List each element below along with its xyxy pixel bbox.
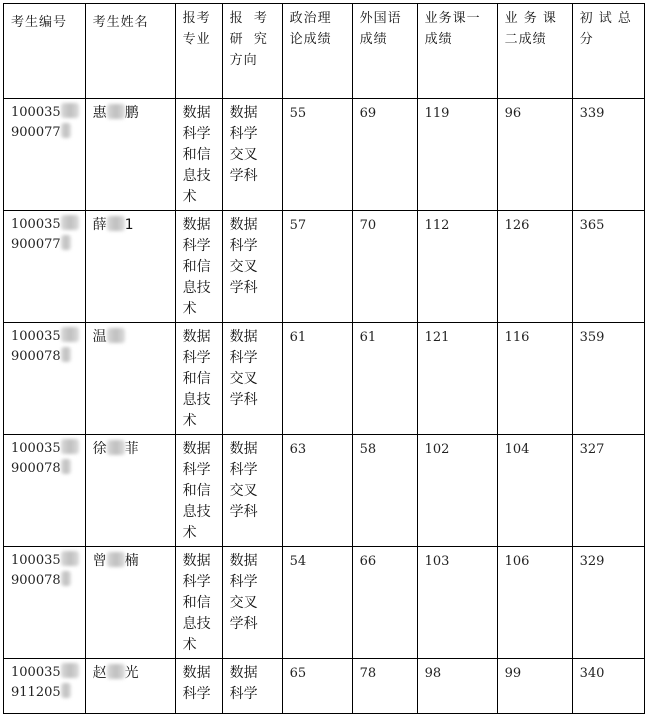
major-line: 和信	[182, 371, 211, 387]
major-line: 科学	[182, 686, 211, 702]
cell-politics	[282, 435, 352, 547]
score-table	[3, 3, 645, 714]
id-line	[11, 235, 79, 255]
redaction-blur	[61, 683, 71, 698]
redaction-blur	[107, 552, 125, 567]
redaction-blur	[61, 123, 71, 138]
table-row	[4, 99, 645, 211]
cell-course1	[417, 211, 497, 323]
major-line: 数据	[182, 665, 211, 681]
id-line	[11, 459, 79, 479]
cell-politics	[282, 211, 352, 323]
score-value: 69	[359, 106, 377, 121]
major-line: 数据	[182, 441, 211, 457]
cell-course2	[497, 435, 572, 547]
direction-line: 数据	[229, 665, 258, 681]
score-value: 365	[579, 218, 605, 233]
cell-course1	[417, 323, 497, 435]
id-prefix: 100035	[11, 105, 61, 120]
header-politics: 政治理 论成绩	[282, 4, 352, 99]
id-line	[11, 439, 79, 459]
id-suffix: 900078	[11, 349, 61, 364]
name-first-char: 徐	[92, 441, 107, 457]
id-line	[11, 103, 79, 123]
score-value: 96	[504, 106, 522, 121]
name-first-char: 温	[92, 329, 107, 345]
score-value: 116	[504, 330, 530, 345]
id-line	[11, 683, 79, 703]
major-line: 数据	[182, 329, 211, 345]
id-line	[11, 571, 79, 591]
cell-candidate-id	[4, 659, 86, 714]
cell-foreign	[352, 211, 417, 323]
score-value: 121	[424, 330, 450, 345]
cell-course2	[497, 323, 572, 435]
direction-line: 学科	[229, 168, 258, 184]
cell-major	[175, 99, 222, 211]
direction-line: 科学	[229, 574, 258, 590]
score-value: 61	[289, 330, 307, 345]
table-row	[4, 547, 645, 659]
header-course1: 业务课一 成绩	[417, 4, 497, 99]
score-value: 55	[289, 106, 307, 121]
id-prefix: 100035	[11, 665, 61, 680]
direction-line: 科学	[229, 462, 258, 478]
cell-total	[572, 323, 644, 435]
cell-politics	[282, 323, 352, 435]
cell-direction	[222, 435, 282, 547]
direction-line: 数据	[229, 553, 258, 569]
major-line: 术	[182, 301, 197, 317]
cell-total	[572, 435, 644, 547]
major-line: 科学	[182, 350, 211, 366]
score-value: 329	[579, 554, 605, 569]
name-last-char: 鹏	[124, 105, 139, 121]
direction-line: 交叉	[229, 147, 258, 163]
cell-politics	[282, 547, 352, 659]
id-suffix: 900077	[11, 125, 61, 140]
direction-line: 学科	[229, 504, 258, 520]
cell-direction	[222, 547, 282, 659]
id-line	[11, 663, 79, 683]
cell-candidate-id	[4, 435, 86, 547]
direction-line: 科学	[229, 238, 258, 254]
cell-candidate-name	[85, 211, 175, 323]
major-line: 数据	[182, 553, 211, 569]
name-last-char: 光	[124, 665, 139, 681]
cell-politics	[282, 659, 352, 714]
cell-course2	[497, 99, 572, 211]
cell-course1	[417, 99, 497, 211]
cell-course2	[497, 547, 572, 659]
major-line: 息技	[182, 504, 211, 520]
header-name: 考生姓名	[85, 4, 175, 99]
redaction-blur	[61, 439, 79, 454]
score-value: 65	[289, 666, 307, 681]
redaction-blur	[61, 235, 71, 250]
score-value: 66	[359, 554, 377, 569]
name-first-char: 曾	[92, 553, 107, 569]
id-suffix: 900078	[11, 461, 61, 476]
major-line: 科学	[182, 126, 211, 142]
score-value: 339	[579, 106, 605, 121]
major-line: 科学	[182, 238, 211, 254]
score-value: 327	[579, 442, 605, 457]
cell-foreign	[352, 435, 417, 547]
score-value: 340	[579, 666, 605, 681]
id-prefix: 100035	[11, 329, 61, 344]
redaction-blur	[61, 571, 71, 586]
major-line: 术	[182, 637, 197, 653]
id-line	[11, 347, 79, 367]
cell-candidate-name	[85, 435, 175, 547]
cell-candidate-name	[85, 323, 175, 435]
cell-candidate-id	[4, 323, 86, 435]
cell-total	[572, 547, 644, 659]
cell-course1	[417, 659, 497, 714]
major-line: 术	[182, 525, 197, 541]
header-row	[4, 4, 645, 99]
major-line: 息技	[182, 168, 211, 184]
score-value: 78	[359, 666, 377, 681]
direction-line: 数据	[229, 217, 258, 233]
cell-course1	[417, 435, 497, 547]
score-value: 70	[359, 218, 377, 233]
cell-foreign	[352, 547, 417, 659]
header-major: 报考 专业	[175, 4, 222, 99]
direction-line: 交叉	[229, 371, 258, 387]
cell-course2	[497, 211, 572, 323]
score-value: 58	[359, 442, 377, 457]
redaction-blur	[61, 215, 79, 230]
redaction-blur	[61, 347, 71, 362]
redaction-blur	[61, 663, 79, 678]
major-line: 术	[182, 189, 197, 205]
name-last-char: 菲	[124, 441, 139, 457]
major-line: 息技	[182, 280, 211, 296]
header-course2: 业 务 课 二成绩	[497, 4, 572, 99]
id-prefix: 100035	[11, 553, 61, 568]
redaction-blur	[107, 664, 125, 679]
cell-total	[572, 99, 644, 211]
table-row	[4, 211, 645, 323]
score-value: 61	[359, 330, 377, 345]
score-value: 99	[504, 666, 522, 681]
cell-direction	[222, 659, 282, 714]
redaction-blur	[61, 103, 79, 118]
direction-line: 学科	[229, 616, 258, 632]
major-line: 和信	[182, 483, 211, 499]
cell-course2	[497, 659, 572, 714]
direction-line: 数据	[229, 105, 258, 121]
major-line: 息技	[182, 616, 211, 632]
name-first-char: 惠	[92, 105, 107, 121]
score-value: 112	[424, 218, 450, 233]
cell-foreign	[352, 323, 417, 435]
redaction-blur	[107, 104, 125, 119]
score-value: 104	[504, 442, 530, 457]
cell-direction	[222, 323, 282, 435]
direction-line: 数据	[229, 329, 258, 345]
cell-major	[175, 659, 222, 714]
direction-line: 学科	[229, 392, 258, 408]
name-last-char: 楠	[124, 553, 139, 569]
direction-line: 交叉	[229, 483, 258, 499]
cell-direction	[222, 211, 282, 323]
major-line: 术	[182, 413, 197, 429]
id-suffix: 900077	[11, 237, 61, 252]
id-line	[11, 551, 79, 571]
score-value: 126	[504, 218, 530, 233]
cell-major	[175, 211, 222, 323]
header-id: 考生编号	[4, 4, 86, 99]
cell-candidate-name	[85, 659, 175, 714]
cell-major	[175, 547, 222, 659]
major-line: 息技	[182, 392, 211, 408]
cell-foreign	[352, 99, 417, 211]
name-first-char: 薛	[92, 217, 107, 233]
score-value: 359	[579, 330, 605, 345]
redaction-blur	[61, 327, 79, 342]
redaction-blur	[107, 328, 125, 343]
header-total: 初 试 总 分	[572, 4, 644, 99]
cell-candidate-id	[4, 99, 86, 211]
cell-direction	[222, 99, 282, 211]
id-suffix: 900078	[11, 573, 61, 588]
header-foreign: 外国语 成绩	[352, 4, 417, 99]
redaction-blur	[107, 216, 125, 231]
table-row	[4, 435, 645, 547]
id-prefix: 100035	[11, 441, 61, 456]
cell-candidate-id	[4, 211, 86, 323]
score-value: 119	[424, 106, 450, 121]
cell-course1	[417, 547, 497, 659]
cell-foreign	[352, 659, 417, 714]
name-first-char: 赵	[92, 665, 107, 681]
major-line: 科学	[182, 574, 211, 590]
cell-total	[572, 659, 644, 714]
score-value: 54	[289, 554, 307, 569]
score-value: 63	[289, 442, 307, 457]
direction-line: 科学	[229, 686, 258, 702]
cell-total	[572, 211, 644, 323]
major-line: 数据	[182, 105, 211, 121]
direction-line: 数据	[229, 441, 258, 457]
direction-line: 交叉	[229, 595, 258, 611]
cell-candidate-name	[85, 547, 175, 659]
major-line: 科学	[182, 462, 211, 478]
table-row	[4, 323, 645, 435]
major-line: 数据	[182, 217, 211, 233]
redaction-blur	[107, 440, 125, 455]
cell-major	[175, 323, 222, 435]
direction-line: 交叉	[229, 259, 258, 275]
cell-major	[175, 435, 222, 547]
header-direction: 报 考 研 究 方向	[222, 4, 282, 99]
direction-line: 科学	[229, 126, 258, 142]
cell-candidate-name	[85, 99, 175, 211]
score-value: 57	[289, 218, 307, 233]
redaction-blur	[61, 551, 79, 566]
score-value: 102	[424, 442, 450, 457]
score-table-container	[3, 3, 645, 714]
score-value: 106	[504, 554, 530, 569]
score-value: 103	[424, 554, 450, 569]
redaction-blur	[61, 459, 71, 474]
id-line	[11, 215, 79, 235]
id-line	[11, 123, 79, 143]
name-last-char: 1	[124, 217, 134, 233]
major-line: 和信	[182, 259, 211, 275]
id-prefix: 100035	[11, 217, 61, 232]
direction-line: 科学	[229, 350, 258, 366]
id-suffix: 911205	[11, 685, 61, 700]
major-line: 和信	[182, 147, 211, 163]
direction-line: 学科	[229, 280, 258, 296]
major-line: 和信	[182, 595, 211, 611]
score-value: 98	[424, 666, 442, 681]
id-line	[11, 327, 79, 347]
table-row	[4, 659, 645, 714]
cell-candidate-id	[4, 547, 86, 659]
cell-politics	[282, 99, 352, 211]
